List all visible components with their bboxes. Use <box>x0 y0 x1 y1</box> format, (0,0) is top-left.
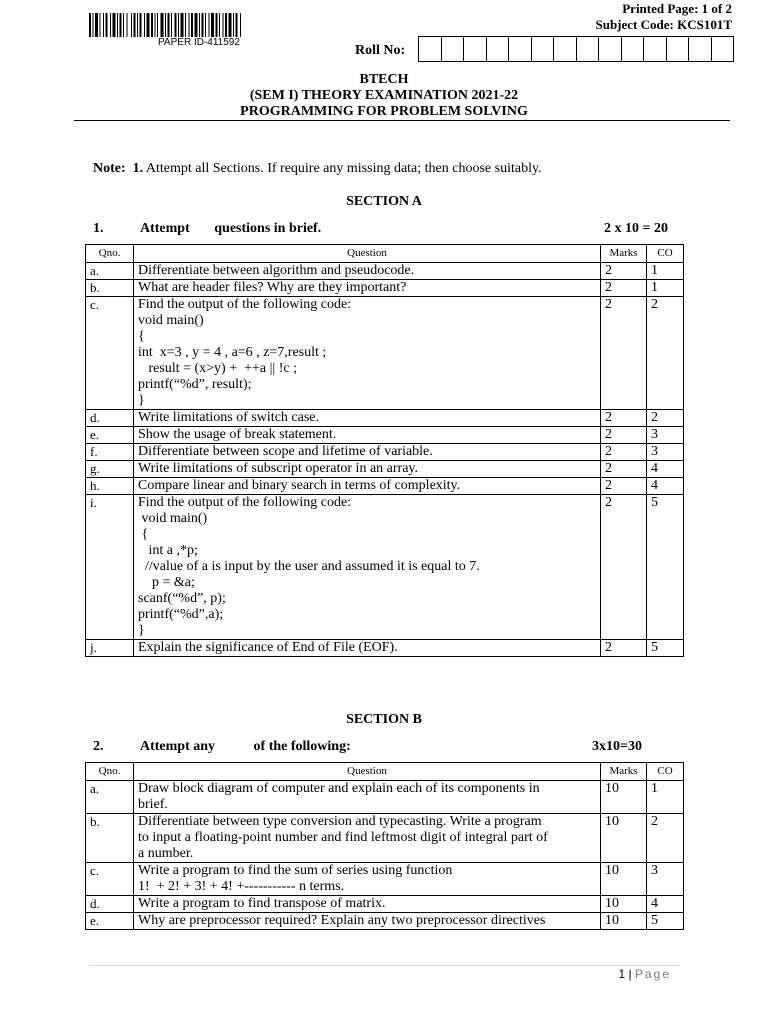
note-number: 1. <box>132 161 144 176</box>
question-cell <box>134 863 601 896</box>
question-cell <box>134 263 601 280</box>
page-separator: | <box>628 967 632 981</box>
barcode-image <box>89 13 317 37</box>
marks-cell: 2 <box>601 427 647 444</box>
question-line: Write a program to find the sum of series using function <box>138 863 453 878</box>
barcode-bar <box>157 13 158 37</box>
section-b-q-marks: 3x10=30 <box>592 739 642 754</box>
co-cell: 3 <box>647 427 684 444</box>
question-line: to input a floating-point number and find leftmost digit of integral part of <box>138 830 548 845</box>
barcode-bar <box>137 13 138 37</box>
barcode-bar <box>229 13 232 37</box>
marks-cell: 2 <box>601 280 647 297</box>
question-line: printf(“%d”, result); <box>138 377 252 392</box>
barcode-bar <box>225 13 227 37</box>
table-row <box>86 427 684 444</box>
barcode-bar <box>223 13 224 37</box>
marks-cell: 2 <box>601 297 647 410</box>
question-line: printf(“%d”,a); <box>138 607 224 622</box>
question-line: int a ,*p; <box>138 543 198 558</box>
section-b-q-text: Attempt any of the following: <box>140 739 351 754</box>
section-a-q-text: Attempt questions in brief. <box>140 221 322 236</box>
printed-page: Printed Page: 1 of 2 <box>622 1 732 16</box>
question-line: void main() <box>138 313 204 328</box>
qno-cell: j. <box>86 640 134 657</box>
barcode-bar <box>151 13 153 37</box>
marks-cell: 2 <box>601 444 647 461</box>
question-line: brief. <box>138 797 168 812</box>
section-b-q-number: 2. <box>93 739 104 754</box>
barcode-bar <box>123 13 124 37</box>
qno-cell: b. <box>86 280 134 297</box>
question-cell <box>134 280 601 297</box>
barcode-bar <box>171 13 172 37</box>
qno-cell: b. <box>86 814 134 863</box>
roll-no-box[interactable] <box>711 36 735 62</box>
question-line: { <box>138 527 149 542</box>
question-cell <box>134 913 601 930</box>
barcode-bar <box>155 13 156 37</box>
barcode-bar <box>205 13 206 37</box>
question-cell <box>134 478 601 495</box>
question-line: { <box>138 329 145 344</box>
barcode-bar <box>100 13 101 37</box>
barcode-bar <box>175 13 177 37</box>
qno-cell: a. <box>86 263 134 280</box>
barcode-bar <box>240 13 241 37</box>
question-line: Differentiate between scope and lifetime of variable. <box>138 444 433 459</box>
barcode-bar <box>219 13 220 37</box>
barcode-bar <box>195 13 198 37</box>
footer-rule <box>90 965 680 966</box>
qno-cell: d. <box>86 896 134 913</box>
header-question: Question <box>134 763 601 781</box>
marks-cell: 2 <box>601 640 647 657</box>
co-cell: 2 <box>647 297 684 410</box>
question-line: Why are preprocessor required? Explain any two preprocessor directives <box>138 913 546 928</box>
qno-cell: c. <box>86 863 134 896</box>
barcode-bar <box>202 13 204 37</box>
qno-cell: d. <box>86 410 134 427</box>
question-line: Compare linear and binary search in terms of complexity. <box>138 478 461 493</box>
barcode-bar <box>168 13 170 37</box>
question-cell <box>134 495 601 640</box>
question-line: Differentiate between type conversion and typecasting. Write a program <box>138 814 542 829</box>
page-footer <box>618 967 671 981</box>
question-line: What are header files? Why are they important? <box>138 280 407 295</box>
co-cell: 1 <box>647 263 684 280</box>
marks-cell: 10 <box>601 896 647 913</box>
co-cell: 1 <box>647 781 684 814</box>
question-line: Explain the significance of End of File (EOF). <box>138 640 398 655</box>
qno-cell: f. <box>86 444 134 461</box>
qno-cell: c. <box>86 297 134 410</box>
table-row <box>86 814 684 863</box>
co-cell: 5 <box>647 495 684 640</box>
barcode-bar <box>120 13 122 37</box>
qno-cell: e. <box>86 427 134 444</box>
table-row <box>86 280 684 297</box>
question-cell <box>134 427 601 444</box>
barcode-bar <box>191 13 193 37</box>
marks-cell: 2 <box>601 461 647 478</box>
exam-title: (SEM I) THEORY EXAMINATION 2021-22 <box>249 88 519 103</box>
barcode-bar <box>199 13 200 37</box>
roll-no-box[interactable] <box>486 36 510 62</box>
question-cell <box>134 444 601 461</box>
section-a-q-marks: 2 x 10 = 20 <box>604 221 668 236</box>
table-row <box>86 263 684 280</box>
question-cell <box>134 640 601 657</box>
roll-no-label: Roll No: <box>355 43 406 58</box>
header-qno: Qno. <box>86 245 134 263</box>
question-line: } <box>138 393 145 408</box>
qno-cell: i. <box>86 495 134 640</box>
table-row <box>86 640 684 657</box>
roll-no-box[interactable] <box>688 36 712 62</box>
question-line: Write limitations of subscript operator in an array. <box>138 461 418 476</box>
marks-cell: 10 <box>601 913 647 930</box>
barcode-bar <box>95 13 98 37</box>
roll-no-box[interactable] <box>666 36 690 62</box>
barcode-bar <box>131 13 132 37</box>
roll-no-box[interactable] <box>643 36 667 62</box>
header-marks: Marks <box>601 245 647 263</box>
barcode-bar <box>127 13 128 37</box>
barcode-bar <box>211 13 214 37</box>
question-line: Show the usage of break statement. <box>138 427 337 442</box>
degree-title: BTECH <box>359 72 409 87</box>
section-b-title: SECTION B <box>346 712 422 727</box>
section-a-q-number: 1. <box>93 221 104 236</box>
roll-no-box[interactable] <box>621 36 645 62</box>
co-cell: 4 <box>647 896 684 913</box>
barcode-bar <box>165 13 166 37</box>
barcode-bar <box>216 13 218 37</box>
co-cell: 2 <box>647 814 684 863</box>
co-cell: 4 <box>647 478 684 495</box>
question-line: Find the output of the following code: <box>138 297 352 312</box>
header-co: CO <box>647 245 684 263</box>
header-co: CO <box>647 763 684 781</box>
barcode-bar <box>106 13 108 37</box>
table-header-row <box>86 245 684 263</box>
page-word: Page <box>634 967 671 981</box>
note-text: Attempt all Sections. If require any missing data; then choose suitably. <box>145 161 542 176</box>
barcode-bar <box>93 13 94 37</box>
barcode-bar <box>140 13 142 37</box>
marks-cell: 2 <box>601 495 647 640</box>
co-cell: 4 <box>647 461 684 478</box>
question-line: } <box>138 623 145 638</box>
question-line: Draw block diagram of computer and explain each of its components in <box>138 781 540 796</box>
table-row <box>86 410 684 427</box>
table-row <box>86 863 684 896</box>
table-row <box>86 896 684 913</box>
barcode-bar <box>233 13 234 37</box>
barcode-bar <box>161 13 164 37</box>
section-a-table <box>85 244 684 657</box>
table-row <box>86 461 684 478</box>
co-cell: 3 <box>647 863 684 896</box>
roll-no-box[interactable] <box>508 36 532 62</box>
question-cell <box>134 814 601 863</box>
barcode-bar <box>189 13 190 37</box>
table-row <box>86 781 684 814</box>
barcode-bar <box>144 13 145 37</box>
barcode-bar <box>134 13 136 37</box>
table-row <box>86 444 684 461</box>
page-number: 1 <box>618 967 626 981</box>
barcode-bar <box>236 13 238 37</box>
question-cell <box>134 781 601 814</box>
barcode-bar <box>110 13 111 37</box>
section-b-table <box>85 762 684 930</box>
barcode-bar <box>113 13 116 37</box>
co-cell: 3 <box>647 444 684 461</box>
question-line: 1! + 2! + 3! + 4! +----------- n terms. <box>138 879 345 894</box>
co-cell: 5 <box>647 640 684 657</box>
barcode-bar <box>178 13 179 37</box>
header-qno: Qno. <box>86 763 134 781</box>
question-cell <box>134 461 601 478</box>
note-label: Note: <box>93 161 126 176</box>
question-cell <box>134 896 601 913</box>
barcode-bar <box>103 13 104 37</box>
qno-cell: h. <box>86 478 134 495</box>
roll-no-boxes <box>418 36 734 62</box>
roll-no-box[interactable] <box>553 36 577 62</box>
barcode-bar <box>117 13 118 37</box>
marks-cell: 2 <box>601 263 647 280</box>
roll-no-box[interactable] <box>463 36 487 62</box>
table-header-row <box>86 763 684 781</box>
header-rule <box>74 120 730 121</box>
question-line: Find the output of the following code: <box>138 495 352 510</box>
barcode-bar <box>209 13 210 37</box>
question-line: Write a program to find transpose of matrix. <box>138 896 386 911</box>
barcode-bar <box>147 13 150 37</box>
question-cell <box>134 297 601 410</box>
table-row <box>86 297 684 410</box>
roll-no-box[interactable] <box>576 36 600 62</box>
co-cell: 5 <box>647 913 684 930</box>
marks-cell: 2 <box>601 478 647 495</box>
table-row <box>86 478 684 495</box>
roll-no-box[interactable] <box>598 36 622 62</box>
question-line: int x=3 , y = 4 , a=6 , z=7,result ; <box>138 345 327 360</box>
barcode-bar <box>89 13 91 37</box>
roll-no-box[interactable] <box>441 36 465 62</box>
question-line: Write limitations of switch case. <box>138 410 320 425</box>
question-line: void main() <box>138 511 208 526</box>
subject-title: PROGRAMMING FOR PROBLEM SOLVING <box>240 104 528 119</box>
question-line: //value of a is input by the user and assumed it is equal to 7. <box>138 559 480 574</box>
subject-code: Subject Code: KCS101T <box>595 17 732 32</box>
marks-cell: 10 <box>601 814 647 863</box>
table-row <box>86 495 684 640</box>
qno-cell: g. <box>86 461 134 478</box>
roll-no-box[interactable] <box>531 36 555 62</box>
roll-no-box[interactable] <box>418 36 442 62</box>
header-question: Question <box>134 245 601 263</box>
barcode-bar <box>181 13 184 37</box>
question-line: Differentiate between algorithm and pseudocode. <box>138 263 415 278</box>
co-cell: 1 <box>647 280 684 297</box>
marks-cell: 10 <box>601 863 647 896</box>
section-a-title: SECTION A <box>346 194 422 209</box>
co-cell: 2 <box>647 410 684 427</box>
question-line: a number. <box>138 846 194 861</box>
paper-id: PAPER ID-411592 <box>158 37 240 48</box>
table-row <box>86 913 684 930</box>
marks-cell: 10 <box>601 781 647 814</box>
note <box>93 161 542 177</box>
marks-cell: 2 <box>601 410 647 427</box>
qno-cell: a. <box>86 781 134 814</box>
question-line: result = (x>y) + ++a || !c ; <box>138 361 297 376</box>
header-marks: Marks <box>601 763 647 781</box>
question-cell <box>134 410 601 427</box>
question-line: scanf(“%d”, p); <box>138 591 226 606</box>
qno-cell: e. <box>86 913 134 930</box>
question-line: p = &a; <box>138 575 195 590</box>
barcode-bar <box>185 13 186 37</box>
